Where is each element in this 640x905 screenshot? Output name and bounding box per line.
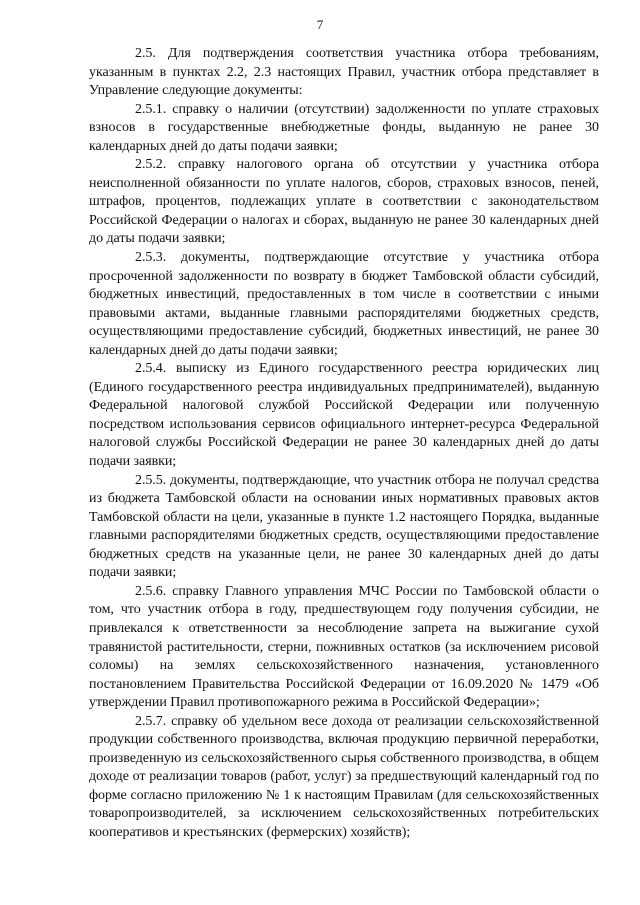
- paragraph-2-5-7: 2.5.7. справку об удельном весе дохода от реализации сельскохозяйственной продукции собственного производства, включая продукцию первичной переработки, произведенную из сельскохозяйственного сырья собственного производства, в общем доходе от реализации товаров (работ, услуг) за предшествующий календарный год по форме согласно приложению № 1 к настоящим Правилам (для сельскохозяйственных товаропроизводителей, за исключением сельскохозяйственных потребительских кооперативов и крестьянских (фермерских) хозяйств);: [89, 713, 599, 840]
- paragraph-2-5-5: 2.5.5. документы, подтверждающие, что участник отбора не получал средства из бюджета Тамбовской области на основании иных нормативных правовых актов Тамбовской области на цели, указанные в пункте 1.2 настоящего Порядка, выданные главными распорядителями бюджетных средств, осуществляющими предоставление бюджетных средств на указанные цели, не ранее 30 календарных дней до даты подачи заявки;: [89, 472, 599, 581]
- paragraph-2-5: 2.5. Для подтверждения соответствия участника отбора требованиям, указанным в пунктах 2.2, 2.3 настоящих Правил, участник отбора представляет в Управление следующие документы:: [89, 46, 599, 99]
- paragraph-2-5-1: 2.5.1. справку о наличии (отсутствии) задолженности по уплате страховых взносов в государственные внебюджетные фонды, выданную не ранее 30 календарных дней до даты подачи заявки;: [89, 101, 599, 154]
- document-body: [89, 45, 599, 843]
- paragraph-2-5-2: 2.5.2. справку налогового органа об отсутствии у участника отбора неисполненной обязанности по уплате налогов, сборов, страховых взносов, пеней, штрафов, процентов, подлежащих уплате в соответствии с законодательством Российской Федерации о налогах и сборах, выданную не ранее 30 календарных дней до даты подачи заявки;: [89, 157, 599, 247]
- paragraph-2-5-4: 2.5.4. выписку из Единого государственного реестра юридических лиц (Единого государственного реестра индивидуальных предпринимателей), выданную Федеральной налоговой службой Российской Федерации или полученную посредством использования сервисов официального интернет-ресурса Федеральной налоговой службы Российской Федерации не ранее 30 календарных дней до даты подачи заявки;: [89, 361, 599, 470]
- page-number: 7: [316, 17, 324, 32]
- paragraph-2-5-3: 2.5.3. документы, подтверждающие отсутствие у участника отбора просроченной задолженности по возврату в бюджет Тамбовской области субсидий, бюджетных инвестиций, предоставленных в том числе в соответствии с иными правовыми актами, выданные главными распорядителями бюджетных средств, осуществляющими предоставление субсидий, бюджетных инвестиций, не ранее 30 календарных дней до даты подачи заявки;: [89, 250, 599, 358]
- paragraph-2-5-6: 2.5.6. справку Главного управления МЧС России по Тамбовской области о том, что участник отбора в году, предшествующем году получения субсидии, не привлекался к ответственности за несоблюдение запрета на выжигание сухой травянистой растительности, стерни, пожнивных остатков (за исключением рисовой соломы) на землях сельскохозяйственного назначения, установленного постановлением Правительства Российской Федерации от 16.09.2020 № 1479 «Об утверждении Правил противопожарного режима в Российской Федерации»;: [89, 583, 599, 711]
